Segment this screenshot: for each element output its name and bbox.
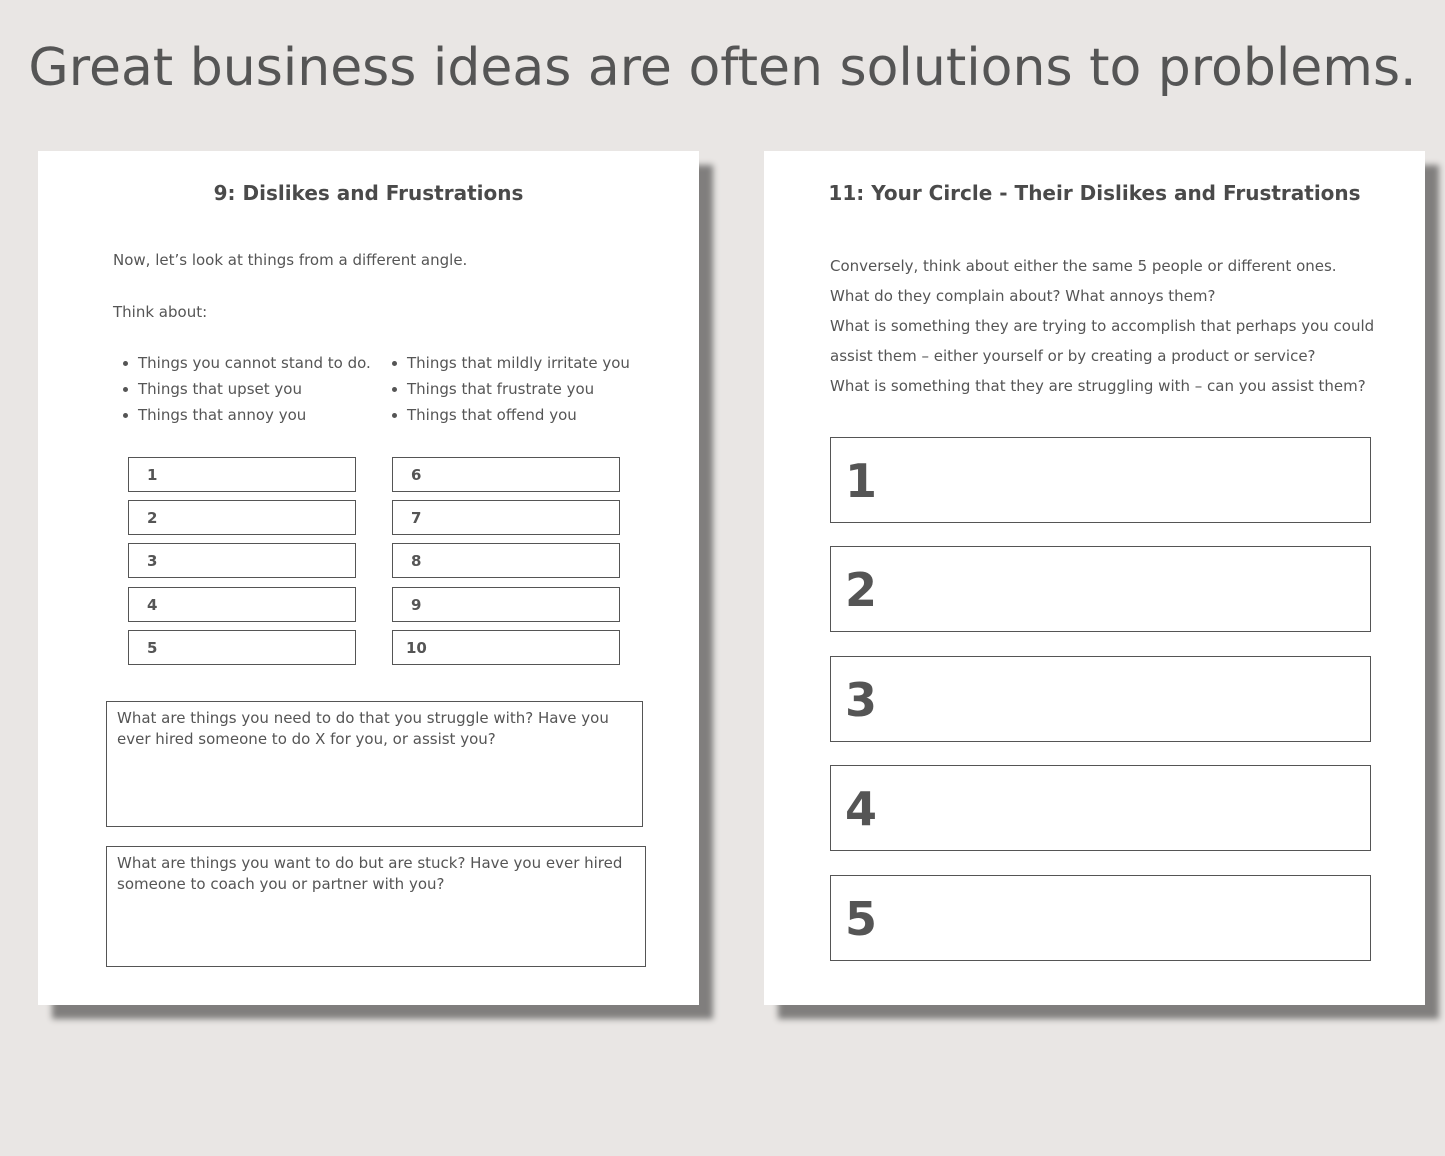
bullet-list-right <box>382 350 630 428</box>
answer-box-3[interactable]: 3 <box>830 656 1371 742</box>
worksheet-page-circle <box>764 151 1425 1005</box>
question-box-stuck[interactable]: What are things you want to do but are stuck? Have you ever hired someone to coach you or partner with you? <box>106 846 646 967</box>
bullet-item: Things that annoy you <box>113 402 371 428</box>
answer-box-1[interactable]: 1 <box>128 457 356 492</box>
answer-box-10[interactable]: 10 <box>392 630 620 665</box>
answer-box-9[interactable]: 9 <box>392 587 620 622</box>
prompt-line: Conversely, think about either the same 5 people or different ones. <box>830 257 1337 275</box>
answer-box-6[interactable]: 6 <box>392 457 620 492</box>
worksheet-page-dislikes <box>38 151 699 1005</box>
answer-box-4[interactable]: 4 <box>830 765 1371 851</box>
answer-box-8[interactable]: 8 <box>392 543 620 578</box>
question-box-struggle[interactable]: What are things you need to do that you struggle with? Have you ever hired someone to do X for you, or assist you? <box>106 701 643 827</box>
answer-box-5[interactable]: 5 <box>830 875 1371 961</box>
bullet-item: Things that mildly irritate you <box>382 350 630 376</box>
headline: Great business ideas are often solutions to problems. <box>28 38 1417 98</box>
prompt-line: What is something that they are struggling with – can you assist them? <box>830 377 1366 395</box>
answer-box-7[interactable]: 7 <box>392 500 620 535</box>
answer-box-5[interactable]: 5 <box>128 630 356 665</box>
bullet-item: Things that offend you <box>382 402 630 428</box>
bullet-item: Things that upset you <box>113 376 371 402</box>
think-about-label: Think about: <box>113 303 208 321</box>
bullet-item: Things you cannot stand to do. <box>113 350 371 376</box>
answer-box-4[interactable]: 4 <box>128 587 356 622</box>
bullet-item: Things that frustrate you <box>382 376 630 402</box>
answer-box-1[interactable]: 1 <box>830 437 1371 523</box>
answer-box-2[interactable]: 2 <box>128 500 356 535</box>
page-title: 11: Your Circle - Their Dislikes and Frustrations <box>828 181 1361 205</box>
prompt-line: What is something they are trying to accomplish that perhaps you could <box>830 317 1375 335</box>
bullet-list-left <box>113 350 371 428</box>
prompt-line: What do they complain about? What annoys them? <box>830 287 1216 305</box>
answer-box-3[interactable]: 3 <box>128 543 356 578</box>
page-title: 9: Dislikes and Frustrations <box>213 181 524 205</box>
answer-box-2[interactable]: 2 <box>830 546 1371 632</box>
intro-text: Now, let’s look at things from a different angle. <box>113 251 468 269</box>
prompt-line: assist them – either yourself or by creating a product or service? <box>830 347 1316 365</box>
